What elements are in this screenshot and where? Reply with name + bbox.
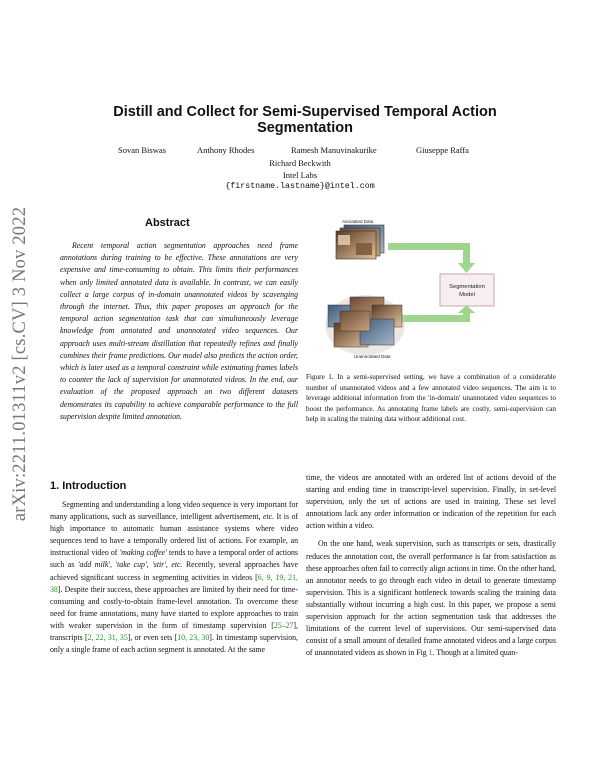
text-run: etc. [262, 512, 275, 522]
affiliation: Intel Labs [282, 170, 318, 180]
arrow-bottom [400, 305, 475, 322]
text-run: ]. Despite their success, these approaches are limited by their need for time-consuming and costly-to-obtain frame-level annotation. To overcome these need for frame annotations, many have started to explore approaches to train with weaker supervision in the form of timestamp supervision [ [50, 584, 298, 630]
text-run: ], transcripts [ [50, 620, 298, 643]
author-name: Ramesh Manuvinakurike [291, 145, 377, 155]
arxiv-identifier: arXiv:2211.01311v2 [cs.CV] 3 Nov 2022 [10, 206, 30, 522]
author-name: Sovan Biswas [118, 145, 166, 155]
citation-link[interactable]: 2, 22, 31, 35 [87, 633, 128, 643]
author-name: Giuseppe Raffa [416, 145, 469, 155]
text-run: ], or even sets [ [127, 633, 178, 643]
model-label: Segmentation [449, 284, 485, 290]
abstract-heading: Abstract [145, 217, 190, 229]
text-run: tends to have a temporal order of actions such as [50, 548, 298, 570]
annotated-data-label: Annotated Data [342, 219, 374, 224]
arrow-top [388, 243, 475, 273]
citation-link[interactable]: 25–27 [273, 620, 294, 630]
text-run: Recently, several approaches have achieved significant success in segmenting activities in videos [ [50, 560, 298, 582]
text-run: . Though at a limited quan- [432, 648, 518, 658]
author-name: Anthony Rhodes [197, 145, 255, 155]
segmentation-model-box [440, 274, 494, 306]
introduction-heading: 1. Introduction [50, 480, 127, 492]
figure-reference-link[interactable]: 1 [428, 648, 433, 658]
right-column-body [306, 472, 556, 659]
citation-link[interactable]: 6, 9, 19, 21, 38 [50, 572, 298, 594]
text-run: 'add milk' [77, 560, 110, 570]
model-label: Model [459, 292, 475, 298]
figure-caption: Figure 1. In a semi-supervised setting, we have a combination of a considerable number of unannotated videos and a few annotated video sequences. The aim is to leverage additional information from the 'in-domain' unannotated video sequences to boost the performance. As annotating frame labels are costly, semi-supervision can help in scaling the training data without additional cost. [306, 373, 556, 424]
text-run: etc. [171, 560, 183, 570]
text-run: 'take cup' [115, 560, 147, 570]
figure-1 [320, 213, 550, 361]
abstract-body: Recent temporal action segmentation approaches need frame annotations during training to be effective. These annotations are very expensive and time-consuming to obtain. This limits their performances when only limited annotated data is available. In contrast, we can easily collect a large corpus of in-domain unannotated videos by scavenging through the internet. Thus, this paper proposes an approach for the temporal action segmentation task that can simultaneously leverage knowledge from annotated and unannotated video sequences. Our approach uses multi-stream distillation that repeatedly refines and finally combines their frame predictions. Our model also predicts the action order, which is later used as a temporal constraint while estimating frames labels to counter the lack of supervision for unannotated videos. In the end, our evaluation of the proposed approach on two different datasets demonstrates its capability to achieve comparable performance to the full supervision despite limited annotation. [60, 241, 298, 421]
paragraph: time, the videos are annotated with an ordered list of actions devoid of the starting and ending time in transcript-level supervision. Finally, in set-level supervision, only the set of actions are used in training. These set level annotations lack any order information or indication of the repetition for each action within a video. [306, 473, 556, 531]
text-run: , [165, 560, 172, 570]
text-run: , [109, 560, 116, 570]
paragraph [306, 538, 556, 659]
email[interactable]: {firstname.lastname}@intel.com [225, 182, 375, 191]
author-name: Richard Beckwith [269, 158, 331, 168]
text-run: 'stir' [152, 560, 166, 570]
unannotated-data-label: Unannotated Data [354, 354, 391, 359]
unannotated-video-collage [325, 295, 405, 355]
citation-link[interactable]: 10, 23, 30 [177, 633, 210, 643]
figure-diagram [320, 213, 550, 361]
text-run: ]. In timestamp supervision, only a single frame of each action segment is annotated. At the same [50, 633, 299, 655]
paper-title: Distill and Collect for Semi-Supervised Temporal Action Segmentation [113, 104, 497, 136]
text-run: On the one hand, weak supervision, such as transcripts or sets, drastically reduces the annotation cost, the overall performance is far from satisfaction as these approaches often fail to correctly align actions in time. On the other hand, an annotator needs to go through each video in detail to generate timestamp supervision. This is a significant bottleneck towards scaling the training data substantially without incurring a high cost. In this paper, we propose a semi supervision approach for the action segmentation task that addresses the limitations of the current level of supervisions. Our semi-supervised data consist of a small amount of detailed frame annotated videos and a large corpus of unannotated videos as shown in Fig [306, 539, 556, 658]
text-run: 'making coffee' [119, 548, 167, 558]
text-run: , [146, 560, 153, 570]
introduction-body [50, 499, 298, 656]
text-run: Segmenting and understanding a long video sequence is very important for many applications, such as surveillance, intelligent advertisement, [50, 500, 298, 522]
text-run: It is of high importance to automatic human assistance systems where video sequences tend to have a temporally ordered list of actions. For example, an instructional video of [50, 512, 298, 558]
annotated-video-stack [336, 225, 384, 259]
